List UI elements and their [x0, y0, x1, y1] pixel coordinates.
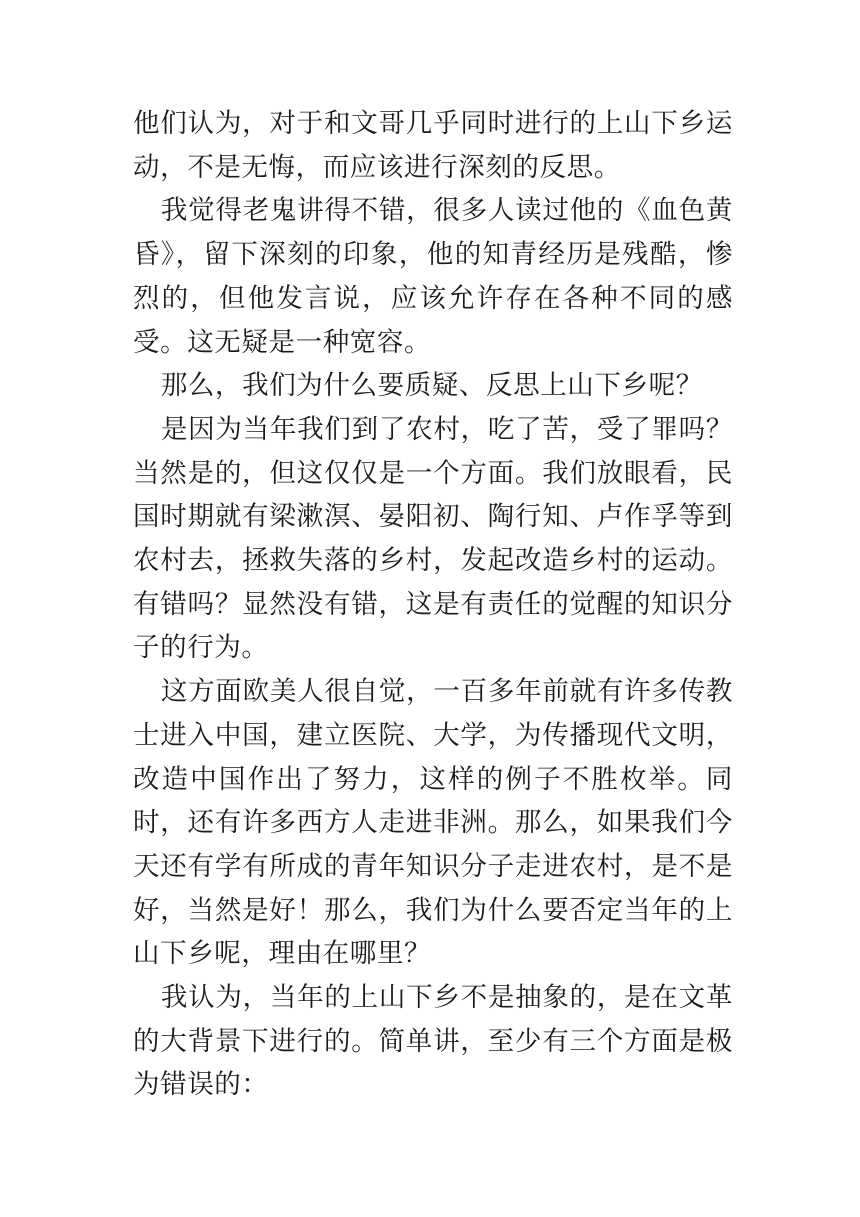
paragraph-1: 他们认为，对于和文哥几乎同时进行的上山下乡运动，不是无悔，而应该进行深刻的反思。	[133, 108, 733, 183]
paragraph-2: 我觉得老鬼讲得不错，很多人读过他的《血色黄昏》，留下深刻的印象，他的知青经历是残酷，惨烈的，但他发言说，应该允许存在各种不同的感受。这无疑是一种宽容。	[133, 195, 733, 358]
paragraph-5: 这方面欧美人很自觉，一百多年前就有许多传教士进入中国，建立医院、大学，为传播现代文明，改造中国作出了努力，这样的例子不胜枚举。同时，还有许多西方人走进非洲。那么，如果我们今天还有学有所成的青年知识分子走进农村，是不是好，当然是好！那么，我们为什么要否定当年的上山下乡呢，理由在哪里？	[133, 676, 733, 970]
document-body	[133, 102, 733, 1107]
paragraph-3: 那么，我们为什么要质疑、反思上山下乡呢？	[160, 370, 703, 402]
paragraph-4: 是因为当年我们到了农村，吃了苦，受了罪吗？当然是的，但这仅仅是一个方面。我们放眼看，民国时期就有梁漱溟、晏阳初、陶行知、卢作孚等到农村去，拯救失落的乡村，发起改造乡村的运动。有错吗？显然没有错，这是有责任的觉醒的知识分子的行为。	[133, 413, 733, 664]
paragraph-6: 我认为，当年的上山下乡不是抽象的，是在文革的大背景下进行的。简单讲，至少有三个方面是极为错误的：	[133, 982, 733, 1101]
